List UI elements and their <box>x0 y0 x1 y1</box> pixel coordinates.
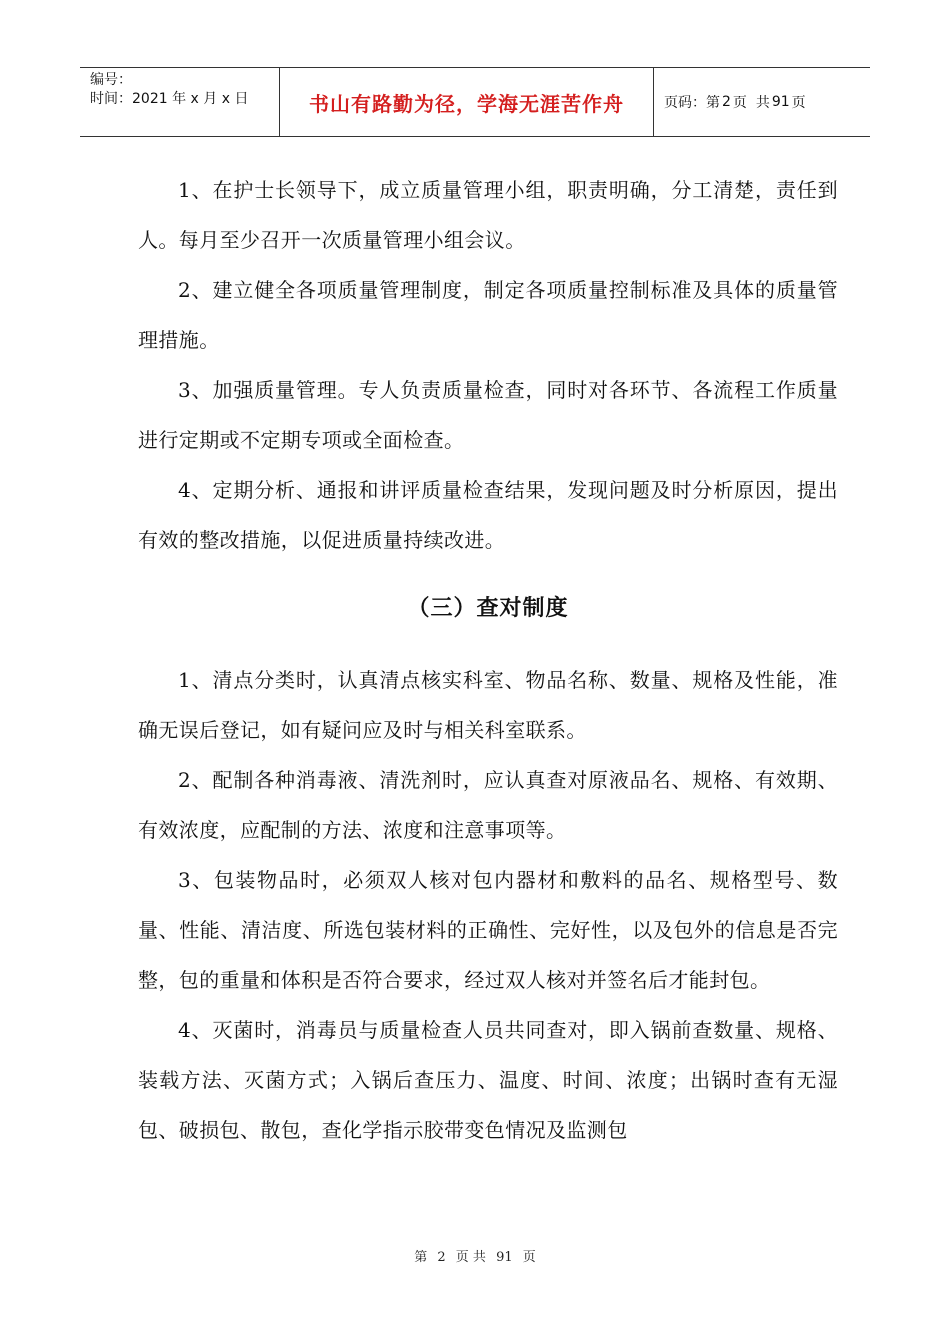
section-title: （三）查对制度 <box>407 596 569 621</box>
paragraph: 3、加强质量管理。专人负责质量检查，同时对各环节、各流程工作质量进行定期或不定期专项或全面检查。 <box>138 378 838 452</box>
footer-current: 2 <box>437 1250 446 1265</box>
footer-total: 91 <box>496 1250 513 1265</box>
paragraph: 2、建立健全各项质量管理制度，制定各项质量控制标准及具体的质量管理措施。 <box>138 278 838 352</box>
footer-mid: 页 共 <box>455 1250 486 1265</box>
document-body <box>138 165 838 1155</box>
header-page-number <box>654 68 870 136</box>
paragraph: 2、配制各种消毒液、清洗剂时，应认真查对原液品名、规格、有效期、有效浓度，应配制的方法、浓度和注意事项等。 <box>138 768 838 842</box>
page-current: 2 <box>722 94 731 110</box>
page-total: 91 <box>771 94 790 110</box>
date-text: 时间：2021 年 x 月 x 日 <box>90 91 249 107</box>
paragraph: 1、在护士长领导下，成立质量管理小组，职责明确，分工清楚，责任到人。每月至少召开一次质量管理小组会议。 <box>138 178 838 252</box>
paragraph: 1、清点分类时，认真清点核实科室、物品名称、数量、规格及性能，准确无误后登记，如有疑问应及时与相关科室联系。 <box>138 668 838 742</box>
footer-suffix: 页 <box>522 1250 536 1265</box>
page-footer <box>0 1246 950 1265</box>
page-prefix: 页码：第 <box>664 95 720 111</box>
page-header <box>80 67 870 137</box>
paragraph: 4、定期分析、通报和讲评质量检查结果，发现问题及时分析原因，提出有效的整改措施，以促进质量持续改进。 <box>138 478 838 552</box>
paragraph: 4、灭菌时，消毒员与质量检查人员共同查对，即入锅前查数量、规格、装载方法、灭菌方式；入锅后查压力、温度、时间、浓度；出锅时查有无湿包、破损包、散包，查化学指示胶带变色情况及监测包 <box>138 1018 838 1142</box>
paragraph: 3、包装物品时，必须双人核对包内器材和敷料的品名、规格型号、数量、性能、清洁度、所选包装材料的正确性、完好性，以及包外的信息是否完整，包的重量和体积是否符合要求，经过双人核对并签名后才能封包。 <box>138 868 838 992</box>
serial-label: 编号： <box>90 72 132 88</box>
page-mid: 页 共 <box>732 95 770 111</box>
footer-prefix: 第 <box>414 1250 428 1265</box>
header-meta <box>80 68 280 136</box>
page-suffix: 页 <box>791 95 806 111</box>
header-motto: 书山有路勤为径，学海无涯苦作舟 <box>280 68 654 136</box>
